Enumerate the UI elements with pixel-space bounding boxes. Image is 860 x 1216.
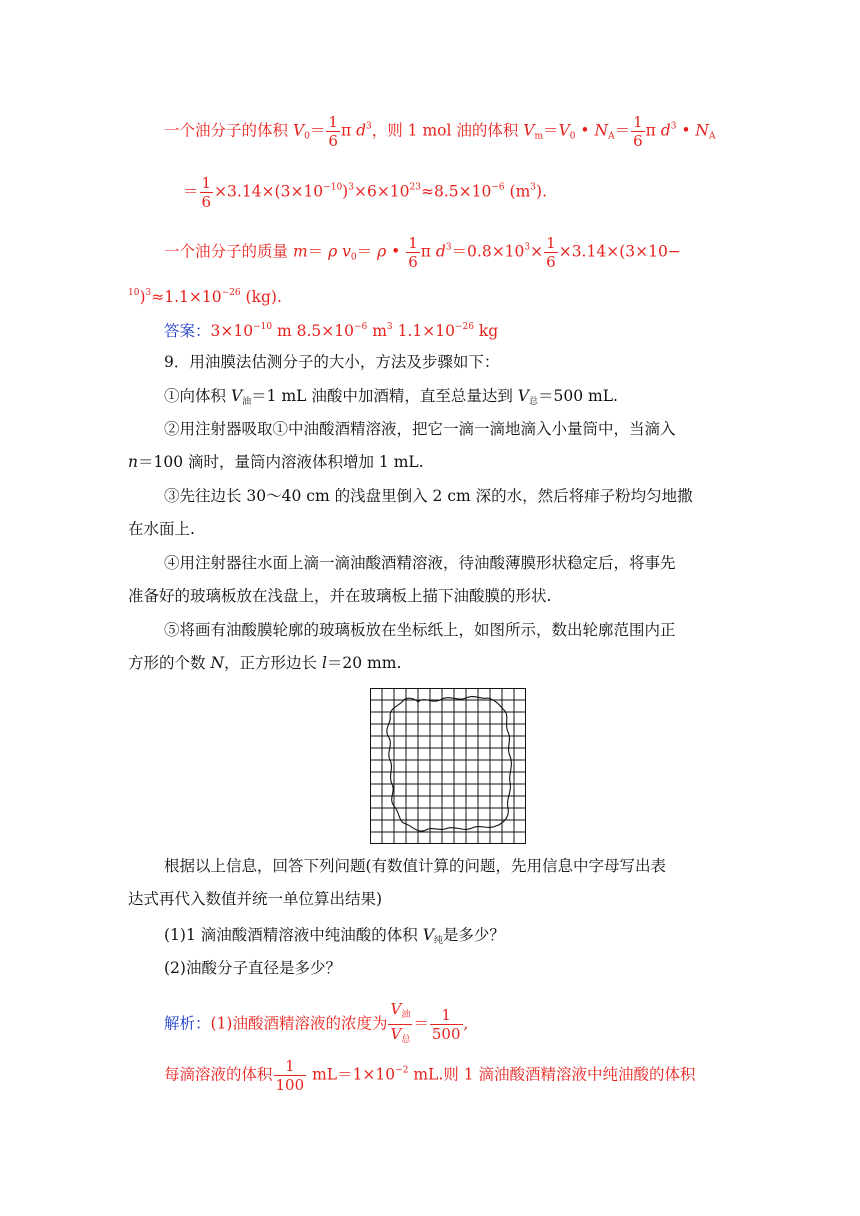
var: N bbox=[695, 121, 709, 140]
num: 1 bbox=[274, 1057, 307, 1076]
fraction bbox=[326, 113, 340, 150]
text: ，则 1 mol 油的体积 bbox=[371, 121, 524, 140]
formula-line-4 bbox=[128, 282, 860, 308]
num: 1 bbox=[201, 174, 212, 192]
text: 每滴溶液的体积 bbox=[164, 1065, 273, 1084]
formula-line-3 bbox=[164, 234, 860, 271]
sup: 23 bbox=[409, 182, 421, 193]
text: • bbox=[386, 242, 406, 261]
var: d bbox=[435, 242, 446, 261]
fraction bbox=[274, 1057, 307, 1094]
step-5-line-1: ⑤将画有油酸膜轮廓的玻璃板放在坐标纸上，如图所示，数出轮廓范围内正 bbox=[164, 621, 676, 639]
den: 6 bbox=[546, 253, 556, 271]
paragraph-line-1: 根据以上信息，回答下列问题(有数值计算的问题，先用信息中字母写出表 bbox=[164, 857, 667, 875]
fraction bbox=[200, 174, 214, 211]
var: v bbox=[342, 242, 351, 261]
question-9-title: 9．用油膜法估测分子的大小，方法及步骤如下： bbox=[164, 353, 500, 371]
fraction bbox=[544, 234, 558, 271]
text: , bbox=[463, 1014, 469, 1033]
num: 1 bbox=[546, 234, 556, 252]
text: 1.1×10 bbox=[392, 322, 455, 340]
sub: 纯 bbox=[433, 936, 443, 946]
sub: 0 bbox=[304, 131, 310, 142]
text: ×6×10 bbox=[353, 182, 410, 201]
text: (1)油酸酒精溶液的浓度为 bbox=[210, 1014, 388, 1033]
sup: −6 bbox=[354, 322, 368, 332]
text: ＝ bbox=[413, 1014, 429, 1033]
sup: −6 bbox=[491, 182, 505, 193]
answer-line bbox=[164, 316, 860, 342]
text: 一个油分子的质量 bbox=[164, 242, 293, 261]
step-4-line-2: 准备好的玻璃板放在浅盘上，并在玻璃板上描下油酸膜的形状. bbox=[128, 587, 552, 605]
var: d bbox=[660, 121, 671, 140]
num: 1 bbox=[328, 113, 338, 131]
text: ×3.14×(3×10 bbox=[214, 182, 324, 201]
answer-label: 答案： bbox=[164, 322, 211, 340]
text: ＝0.8×10 bbox=[451, 242, 525, 261]
text: mL＝1×10 bbox=[307, 1065, 396, 1084]
sup: 3 bbox=[670, 121, 677, 132]
step-3-line-2: 在水面上. bbox=[128, 520, 195, 538]
sub: 0 bbox=[350, 252, 357, 263]
sup: −10 bbox=[323, 182, 343, 193]
text: ＝20 mm. bbox=[326, 654, 402, 672]
step-2-line-2 bbox=[128, 451, 860, 473]
text: m 8.5×10 bbox=[272, 322, 355, 340]
var: m bbox=[292, 242, 308, 261]
step-5-line-2 bbox=[128, 652, 860, 674]
text: 一个油分子的体积 bbox=[164, 121, 293, 140]
text: mL.则 1 滴油酸酒精溶液中纯油酸的体积 bbox=[408, 1065, 696, 1084]
var: ρ bbox=[328, 242, 338, 261]
solution-label: 解析： bbox=[164, 1014, 211, 1033]
question-2: (2)油酸分子直径是多少？ bbox=[164, 959, 341, 977]
text: 方形的个数 bbox=[128, 654, 211, 672]
var: d bbox=[356, 121, 366, 140]
var: N bbox=[594, 121, 609, 140]
text: ＝ bbox=[307, 242, 329, 261]
num: 1 bbox=[430, 1006, 463, 1025]
text: ＝ bbox=[309, 121, 326, 140]
num: 1 bbox=[408, 234, 418, 252]
den: 6 bbox=[201, 193, 212, 211]
sup: 3 bbox=[524, 242, 531, 253]
step-2-line-1: ②用注射器吸取①中油酸酒精溶液，把它一滴一滴地滴入小量筒中，当滴入 bbox=[164, 420, 676, 438]
den: 100 bbox=[275, 1076, 305, 1094]
sup: −26 bbox=[221, 288, 241, 298]
var: V bbox=[523, 121, 535, 140]
var: n bbox=[128, 453, 138, 471]
den: 500 bbox=[431, 1025, 461, 1043]
sup: −26 bbox=[454, 322, 474, 332]
question-1 bbox=[164, 924, 860, 952]
text: (m bbox=[504, 182, 531, 201]
fraction bbox=[430, 1006, 463, 1043]
sub: 0 bbox=[569, 131, 576, 142]
sub: m bbox=[534, 131, 544, 142]
text: • bbox=[676, 121, 696, 140]
sup: −2 bbox=[395, 1065, 409, 1076]
solution-line-1 bbox=[164, 1000, 860, 1049]
sup: 3 bbox=[145, 288, 152, 298]
sup: 3 bbox=[366, 121, 372, 132]
sub: 总 bbox=[401, 1035, 411, 1045]
den: 6 bbox=[633, 132, 643, 150]
text: • bbox=[575, 121, 595, 140]
formula-line-1 bbox=[164, 113, 860, 150]
text: 3×10 bbox=[210, 322, 254, 340]
text: ＝ bbox=[614, 121, 631, 140]
text: ≈8.5×10 bbox=[420, 182, 492, 201]
formula-line-2 bbox=[183, 174, 860, 211]
step-3-line-1: ③先往边长 30～40 cm 的浅盘里倒入 2 cm 深的水，然后将痱子粉均匀地撒 bbox=[164, 487, 693, 505]
sub: A bbox=[708, 131, 716, 142]
text: (kg). bbox=[240, 288, 282, 306]
text: m bbox=[367, 322, 387, 340]
text: kg bbox=[473, 322, 499, 340]
text: ＝ bbox=[356, 242, 378, 261]
var: V bbox=[558, 121, 570, 140]
var: V bbox=[230, 387, 243, 405]
fraction bbox=[406, 234, 420, 271]
step-1 bbox=[164, 385, 860, 413]
var: V bbox=[390, 1000, 402, 1018]
var: l bbox=[321, 654, 327, 672]
fraction bbox=[388, 1000, 412, 1049]
text: (1)1 滴油酸酒精溶液中纯油酸的体积 bbox=[164, 926, 423, 944]
sup: 10 bbox=[128, 288, 140, 298]
text: ×3.14×(3×10 bbox=[558, 242, 668, 261]
sub: 油 bbox=[401, 1010, 411, 1020]
text: ＝100 滴时，量筒内溶液体积增加 1 mL. bbox=[137, 453, 424, 471]
solution-line-2 bbox=[164, 1057, 860, 1094]
den: 6 bbox=[408, 253, 418, 271]
text: ≈1.1×10 bbox=[151, 288, 222, 306]
sub: 油 bbox=[242, 397, 252, 407]
sup: 3 bbox=[530, 182, 537, 193]
text: ＝ bbox=[183, 182, 199, 201]
var: N bbox=[210, 654, 224, 672]
fraction bbox=[631, 113, 645, 150]
num: 1 bbox=[633, 113, 643, 131]
sup: −10 bbox=[253, 322, 273, 332]
text: 是多少？ bbox=[442, 926, 505, 944]
sup: 3 bbox=[445, 242, 452, 253]
text: π bbox=[645, 121, 656, 140]
text: ①向体积 bbox=[164, 387, 231, 405]
oil-film-grid-figure bbox=[370, 688, 526, 844]
grid-svg bbox=[370, 688, 526, 844]
sup: 3 bbox=[348, 182, 354, 193]
var: ρ bbox=[377, 242, 387, 261]
text: ＝1 mL 油酸中加酒精，直至总量达到 bbox=[251, 387, 518, 405]
step-4-line-1: ④用注射器往水面上滴一滴油酸酒精溶液，待油酸薄膜形状稳定后，将事先 bbox=[164, 554, 676, 572]
text: ＝ bbox=[543, 121, 559, 140]
var: V bbox=[422, 926, 434, 944]
text: ，正方形边长 bbox=[224, 654, 322, 672]
var: V bbox=[517, 387, 529, 405]
text: π bbox=[340, 121, 352, 140]
var: V bbox=[292, 121, 305, 140]
text: × bbox=[530, 242, 544, 261]
var: V bbox=[390, 1025, 402, 1043]
text: ) bbox=[342, 182, 349, 201]
text: π bbox=[420, 242, 431, 261]
text: ). bbox=[536, 182, 548, 201]
sub: 总 bbox=[529, 397, 539, 407]
sub: A bbox=[608, 131, 615, 142]
paragraph-line-2: 达式再代入数值并统一单位算出结果) bbox=[128, 890, 383, 908]
text: ＝500 mL. bbox=[538, 387, 618, 405]
sup: 3 bbox=[386, 322, 393, 332]
den: 6 bbox=[328, 132, 338, 150]
text: ) bbox=[139, 288, 146, 306]
text: − bbox=[667, 242, 681, 261]
